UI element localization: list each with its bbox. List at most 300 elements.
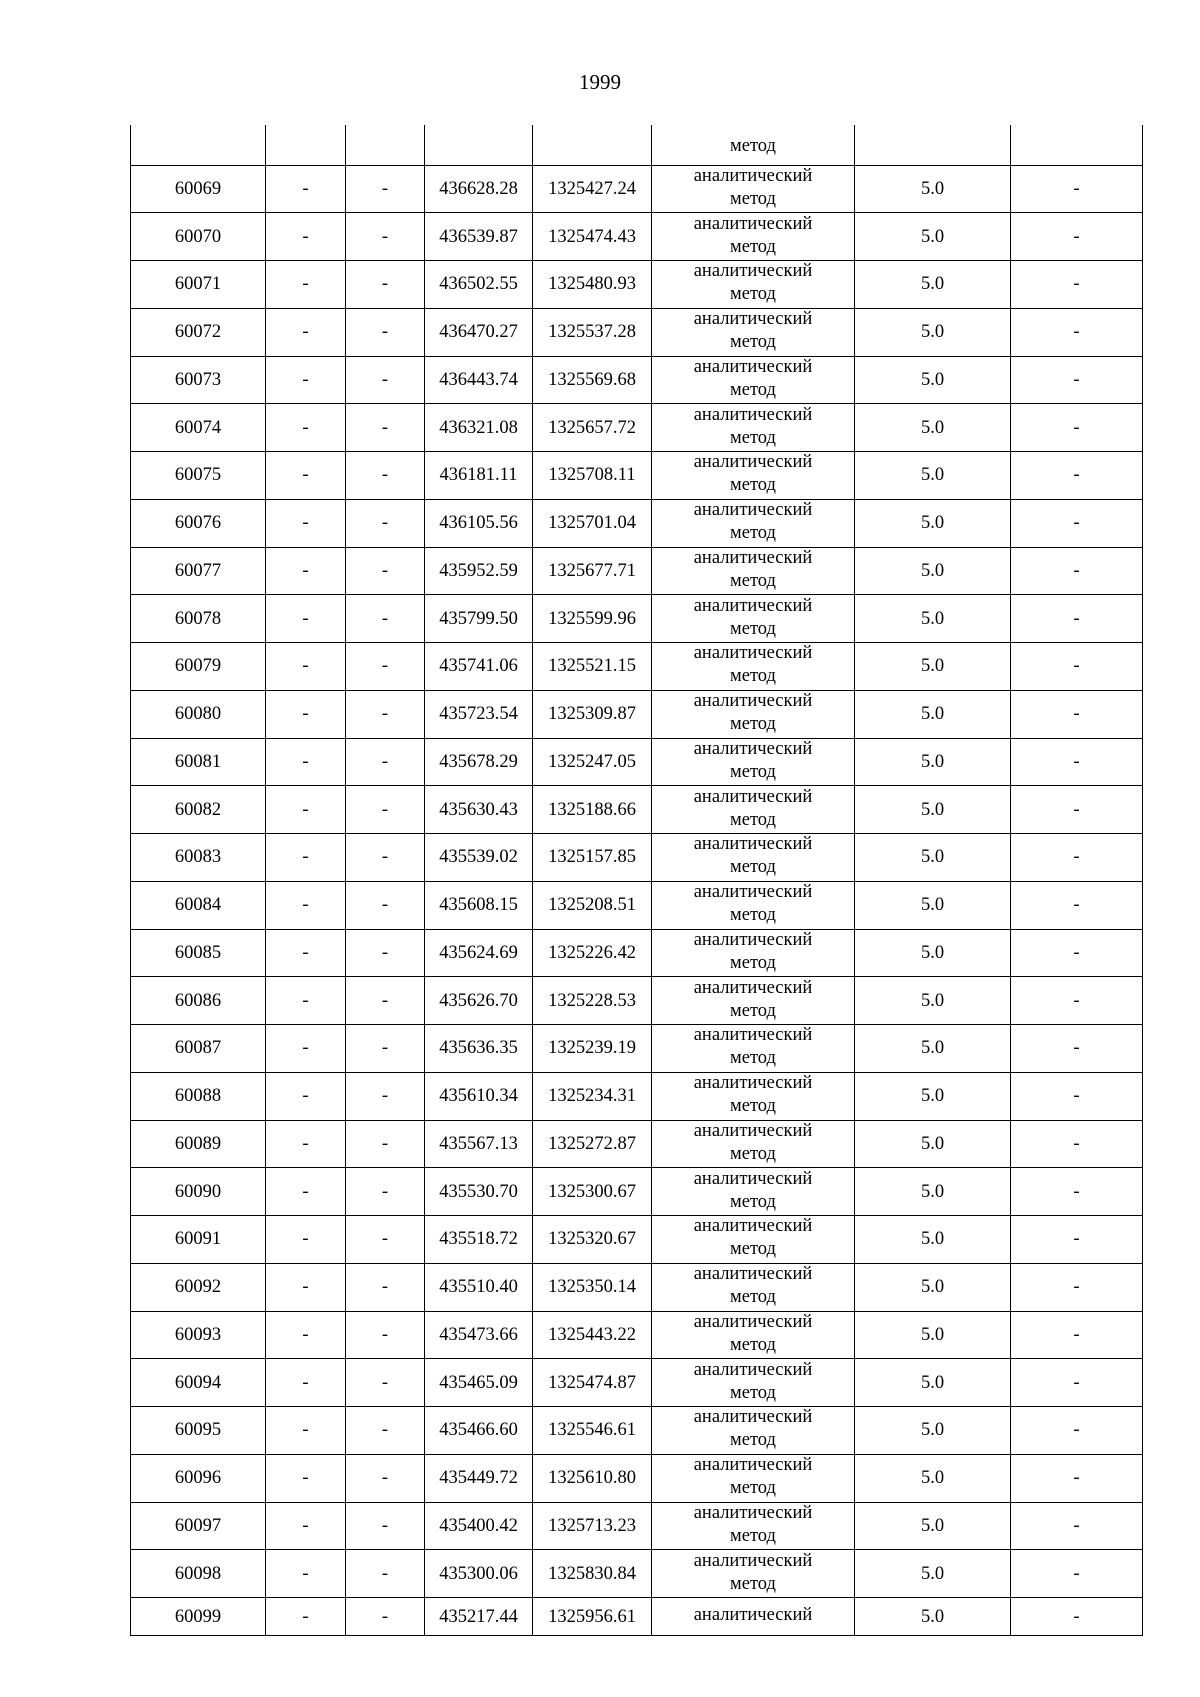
dash-cell: - bbox=[346, 1359, 425, 1407]
point-id-cell: 60073 bbox=[131, 356, 266, 404]
point-id-cell: 60095 bbox=[131, 1407, 266, 1455]
accuracy-cell: 5.0 bbox=[855, 1120, 1011, 1168]
y-coordinate-cell: 1325677.71 bbox=[533, 547, 652, 595]
accuracy-cell: 5.0 bbox=[855, 690, 1011, 738]
method-cell bbox=[652, 1120, 855, 1168]
method-cell bbox=[652, 1454, 855, 1502]
note-cell: - bbox=[1011, 1598, 1143, 1636]
x-coordinate-cell: 435608.15 bbox=[425, 881, 533, 929]
y-coordinate-cell: 1325247.05 bbox=[533, 738, 652, 786]
accuracy-cell: 5.0 bbox=[855, 1168, 1011, 1216]
method-label-line1: аналитический bbox=[693, 165, 813, 186]
x-coordinate-cell: 435300.06 bbox=[425, 1550, 533, 1598]
dash-cell: - bbox=[346, 1311, 425, 1359]
point-id-cell: 60070 bbox=[131, 213, 266, 261]
method-label-line2: метод bbox=[730, 1048, 776, 1069]
x-coordinate-cell: 435741.06 bbox=[425, 643, 533, 691]
note-cell: - bbox=[1011, 261, 1143, 309]
dash-cell: - bbox=[346, 1502, 425, 1550]
dash-cell: - bbox=[266, 404, 346, 452]
note-cell: - bbox=[1011, 1502, 1143, 1550]
note-cell: - bbox=[1011, 1120, 1143, 1168]
method-cell bbox=[652, 1168, 855, 1216]
method-label-line2: метод bbox=[730, 952, 776, 973]
method-cell bbox=[652, 1359, 855, 1407]
y-coordinate-cell: 1325546.61 bbox=[533, 1407, 652, 1455]
point-id-cell: 60071 bbox=[131, 261, 266, 309]
accuracy-cell: 5.0 bbox=[855, 499, 1011, 547]
point-id-cell: 60077 bbox=[131, 547, 266, 595]
y-coordinate-cell: 1325713.23 bbox=[533, 1502, 652, 1550]
table-row bbox=[131, 1454, 1143, 1502]
dash-cell: - bbox=[346, 1072, 425, 1120]
method-label-line1: аналитический bbox=[693, 309, 813, 330]
method-cell bbox=[652, 125, 855, 165]
x-coordinate-cell: 435567.13 bbox=[425, 1120, 533, 1168]
dash-cell: - bbox=[266, 1598, 346, 1636]
x-coordinate-cell: 435678.29 bbox=[425, 738, 533, 786]
method-label-line1: аналитический bbox=[693, 1605, 813, 1625]
method-label-line2: метод bbox=[730, 332, 776, 353]
method-label-line1: аналитический bbox=[693, 1264, 813, 1285]
dash-cell: - bbox=[266, 1216, 346, 1264]
dash-cell: - bbox=[266, 1359, 346, 1407]
dash-cell: - bbox=[346, 738, 425, 786]
table-row bbox=[131, 356, 1143, 404]
method-cell bbox=[652, 595, 855, 643]
method-label-line2: метод bbox=[730, 427, 776, 448]
note-cell: - bbox=[1011, 1407, 1143, 1455]
x-coordinate-cell: 436105.56 bbox=[425, 499, 533, 547]
dash-cell: - bbox=[346, 595, 425, 643]
y-coordinate-cell: 1325708.11 bbox=[533, 452, 652, 500]
y-coordinate-cell: 1325443.22 bbox=[533, 1311, 652, 1359]
method-label-line1: аналитический bbox=[693, 738, 813, 759]
method-label-line2: метод bbox=[730, 857, 776, 878]
y-coordinate-cell: 1325474.87 bbox=[533, 1359, 652, 1407]
method-cell bbox=[652, 308, 855, 356]
method-label-line2: метод bbox=[730, 236, 776, 257]
accuracy-cell: 5.0 bbox=[855, 1598, 1011, 1636]
note-cell: - bbox=[1011, 499, 1143, 547]
y-coordinate-cell: 1325657.72 bbox=[533, 404, 652, 452]
method-label-line2: метод bbox=[730, 188, 776, 209]
method-label-line1: аналитический bbox=[693, 1550, 813, 1571]
accuracy-cell: 5.0 bbox=[855, 1359, 1011, 1407]
dash-cell: - bbox=[266, 738, 346, 786]
x-coordinate-cell: 436502.55 bbox=[425, 261, 533, 309]
point-id-cell: 60074 bbox=[131, 404, 266, 452]
x-coordinate-cell: 435473.66 bbox=[425, 1311, 533, 1359]
table-cell bbox=[533, 125, 652, 165]
method-cell bbox=[652, 977, 855, 1025]
y-coordinate-cell: 1325569.68 bbox=[533, 356, 652, 404]
dash-cell: - bbox=[266, 499, 346, 547]
method-label-line2: метод bbox=[730, 905, 776, 926]
x-coordinate-cell: 435510.40 bbox=[425, 1263, 533, 1311]
dash-cell: - bbox=[346, 1407, 425, 1455]
dash-cell: - bbox=[346, 547, 425, 595]
y-coordinate-cell: 1325956.61 bbox=[533, 1598, 652, 1636]
dash-cell: - bbox=[266, 452, 346, 500]
accuracy-cell: 5.0 bbox=[855, 977, 1011, 1025]
x-coordinate-cell: 435799.50 bbox=[425, 595, 533, 643]
point-id-cell: 60078 bbox=[131, 595, 266, 643]
method-label-line2: метод bbox=[730, 1334, 776, 1355]
method-label-line2: метод bbox=[730, 809, 776, 830]
dash-cell: - bbox=[266, 834, 346, 882]
accuracy-cell: 5.0 bbox=[855, 1025, 1011, 1073]
accuracy-cell: 5.0 bbox=[855, 404, 1011, 452]
method-cell bbox=[652, 643, 855, 691]
dash-cell: - bbox=[266, 356, 346, 404]
y-coordinate-cell: 1325239.19 bbox=[533, 1025, 652, 1073]
y-coordinate-cell: 1325480.93 bbox=[533, 261, 652, 309]
table-row bbox=[131, 1550, 1143, 1598]
note-cell: - bbox=[1011, 356, 1143, 404]
accuracy-cell: 5.0 bbox=[855, 1072, 1011, 1120]
note-cell: - bbox=[1011, 213, 1143, 261]
dash-cell: - bbox=[266, 1025, 346, 1073]
x-coordinate-cell: 435626.70 bbox=[425, 977, 533, 1025]
method-label-line1: аналитический bbox=[693, 882, 813, 903]
table-row bbox=[131, 1263, 1143, 1311]
point-id-cell: 60083 bbox=[131, 834, 266, 882]
method-label-line1: аналитический bbox=[693, 786, 813, 807]
table-row bbox=[131, 786, 1143, 834]
method-label-line2: метод bbox=[730, 666, 776, 687]
y-coordinate-cell: 1325427.24 bbox=[533, 165, 652, 213]
dash-cell: - bbox=[266, 1311, 346, 1359]
method-label-line2: метод bbox=[730, 1430, 776, 1451]
method-label-line1: аналитический bbox=[693, 834, 813, 855]
dash-cell: - bbox=[266, 165, 346, 213]
dash-cell: - bbox=[266, 261, 346, 309]
table-row bbox=[131, 404, 1143, 452]
accuracy-cell: 5.0 bbox=[855, 1407, 1011, 1455]
method-cell bbox=[652, 834, 855, 882]
method-label-line1: аналитический bbox=[693, 1311, 813, 1332]
method-label-line1: аналитический bbox=[693, 1168, 813, 1189]
method-cell bbox=[652, 1072, 855, 1120]
dash-cell: - bbox=[346, 786, 425, 834]
continuation-row bbox=[131, 125, 1143, 165]
note-cell: - bbox=[1011, 1168, 1143, 1216]
y-coordinate-cell: 1325474.43 bbox=[533, 213, 652, 261]
point-id-cell: 60082 bbox=[131, 786, 266, 834]
method-label-line1: аналитический bbox=[693, 500, 813, 521]
x-coordinate-cell: 436539.87 bbox=[425, 213, 533, 261]
method-label-line2: метод bbox=[730, 475, 776, 496]
point-id-cell: 60075 bbox=[131, 452, 266, 500]
y-coordinate-cell: 1325228.53 bbox=[533, 977, 652, 1025]
table-row bbox=[131, 738, 1143, 786]
note-cell: - bbox=[1011, 786, 1143, 834]
page-number: 1999 bbox=[579, 70, 621, 94]
table-row bbox=[131, 261, 1143, 309]
accuracy-cell: 5.0 bbox=[855, 452, 1011, 500]
y-coordinate-cell: 1325226.42 bbox=[533, 929, 652, 977]
table-row bbox=[131, 977, 1143, 1025]
method-label-line2: метод bbox=[730, 1239, 776, 1260]
x-coordinate-cell: 435610.34 bbox=[425, 1072, 533, 1120]
dash-cell: - bbox=[346, 261, 425, 309]
accuracy-cell: 5.0 bbox=[855, 165, 1011, 213]
accuracy-cell: 5.0 bbox=[855, 643, 1011, 691]
note-cell: - bbox=[1011, 165, 1143, 213]
y-coordinate-cell: 1325234.31 bbox=[533, 1072, 652, 1120]
dash-cell: - bbox=[346, 308, 425, 356]
note-cell: - bbox=[1011, 1025, 1143, 1073]
x-coordinate-cell: 435518.72 bbox=[425, 1216, 533, 1264]
dash-cell: - bbox=[346, 690, 425, 738]
accuracy-cell: 5.0 bbox=[855, 213, 1011, 261]
table-row bbox=[131, 308, 1143, 356]
accuracy-cell: 5.0 bbox=[855, 738, 1011, 786]
y-coordinate-cell: 1325320.67 bbox=[533, 1216, 652, 1264]
x-coordinate-cell: 435630.43 bbox=[425, 786, 533, 834]
dash-cell: - bbox=[266, 547, 346, 595]
table-row bbox=[131, 1598, 1143, 1636]
method-label-line1: аналитический bbox=[693, 977, 813, 998]
dash-cell: - bbox=[346, 165, 425, 213]
accuracy-cell: 5.0 bbox=[855, 1311, 1011, 1359]
method-label-line2: метод bbox=[730, 761, 776, 782]
method-label-line1: аналитический bbox=[693, 356, 813, 377]
table-row bbox=[131, 690, 1143, 738]
point-id-cell: 60093 bbox=[131, 1311, 266, 1359]
accuracy-cell: 5.0 bbox=[855, 1216, 1011, 1264]
accuracy-cell: 5.0 bbox=[855, 786, 1011, 834]
table-row bbox=[131, 1502, 1143, 1550]
dash-cell: - bbox=[266, 929, 346, 977]
y-coordinate-cell: 1325521.15 bbox=[533, 643, 652, 691]
dash-cell: - bbox=[346, 1120, 425, 1168]
dash-cell: - bbox=[346, 834, 425, 882]
note-cell: - bbox=[1011, 834, 1143, 882]
method-cell bbox=[652, 404, 855, 452]
table-row bbox=[131, 834, 1143, 882]
dash-cell: - bbox=[266, 595, 346, 643]
method-label-line2: метод bbox=[730, 1191, 776, 1212]
method-cell bbox=[652, 1263, 855, 1311]
point-id-cell: 60076 bbox=[131, 499, 266, 547]
y-coordinate-cell: 1325157.85 bbox=[533, 834, 652, 882]
method-cell bbox=[652, 213, 855, 261]
method-label-line1: аналитический bbox=[693, 547, 813, 568]
y-coordinate-cell: 1325272.87 bbox=[533, 1120, 652, 1168]
accuracy-cell: 5.0 bbox=[855, 1550, 1011, 1598]
table-row bbox=[131, 499, 1143, 547]
method-cell bbox=[652, 547, 855, 595]
note-cell: - bbox=[1011, 1454, 1143, 1502]
y-coordinate-cell: 1325350.14 bbox=[533, 1263, 652, 1311]
table-cell bbox=[131, 125, 266, 165]
method-cell bbox=[652, 1311, 855, 1359]
point-id-cell: 60092 bbox=[131, 1263, 266, 1311]
dash-cell: - bbox=[346, 452, 425, 500]
table-row bbox=[131, 1072, 1143, 1120]
dash-cell: - bbox=[346, 1454, 425, 1502]
method-label-line1: аналитический bbox=[693, 929, 813, 950]
point-id-cell: 60091 bbox=[131, 1216, 266, 1264]
note-cell: - bbox=[1011, 1263, 1143, 1311]
method-label-line1: аналитический bbox=[693, 404, 813, 425]
method-label-line2: метод bbox=[730, 1573, 776, 1594]
point-id-cell: 60090 bbox=[131, 1168, 266, 1216]
table-row bbox=[131, 452, 1143, 500]
method-label-line1: аналитический bbox=[693, 691, 813, 712]
y-coordinate-cell: 1325309.87 bbox=[533, 690, 652, 738]
method-cell bbox=[652, 1407, 855, 1455]
note-cell: - bbox=[1011, 1216, 1143, 1264]
method-label-line2: метод bbox=[730, 379, 776, 400]
x-coordinate-cell: 435952.59 bbox=[425, 547, 533, 595]
dash-cell: - bbox=[266, 1454, 346, 1502]
x-coordinate-cell: 435539.02 bbox=[425, 834, 533, 882]
method-cell bbox=[652, 356, 855, 404]
table-cell bbox=[855, 125, 1011, 165]
table-row bbox=[131, 881, 1143, 929]
point-id-cell: 60084 bbox=[131, 881, 266, 929]
table-cell bbox=[1011, 125, 1143, 165]
accuracy-cell: 5.0 bbox=[855, 595, 1011, 643]
dash-cell: - bbox=[266, 643, 346, 691]
method-label-line1: аналитический bbox=[693, 643, 813, 664]
point-id-cell: 60079 bbox=[131, 643, 266, 691]
note-cell: - bbox=[1011, 690, 1143, 738]
accuracy-cell: 5.0 bbox=[855, 834, 1011, 882]
method-cell bbox=[652, 1502, 855, 1550]
dash-cell: - bbox=[266, 1263, 346, 1311]
method-label-line2: метод bbox=[730, 714, 776, 735]
method-label-line2: метод bbox=[730, 618, 776, 639]
method-label-line2: метод bbox=[730, 1382, 776, 1403]
dash-cell: - bbox=[266, 1072, 346, 1120]
method-label-line1: аналитический bbox=[693, 213, 813, 234]
table-row bbox=[131, 595, 1143, 643]
x-coordinate-cell: 436470.27 bbox=[425, 308, 533, 356]
note-cell: - bbox=[1011, 1311, 1143, 1359]
x-coordinate-cell: 435217.44 bbox=[425, 1598, 533, 1636]
dash-cell: - bbox=[266, 977, 346, 1025]
point-id-cell: 60099 bbox=[131, 1598, 266, 1636]
dash-cell: - bbox=[266, 1168, 346, 1216]
dash-cell: - bbox=[346, 881, 425, 929]
note-cell: - bbox=[1011, 452, 1143, 500]
y-coordinate-cell: 1325830.84 bbox=[533, 1550, 652, 1598]
accuracy-cell: 5.0 bbox=[855, 308, 1011, 356]
point-id-cell: 60086 bbox=[131, 977, 266, 1025]
point-id-cell: 60097 bbox=[131, 1502, 266, 1550]
method-cell bbox=[652, 261, 855, 309]
y-coordinate-cell: 1325208.51 bbox=[533, 881, 652, 929]
accuracy-cell: 5.0 bbox=[855, 356, 1011, 404]
dash-cell: - bbox=[346, 1550, 425, 1598]
y-coordinate-cell: 1325701.04 bbox=[533, 499, 652, 547]
method-cell bbox=[652, 881, 855, 929]
method-label-line1: аналитический bbox=[693, 1502, 813, 1523]
method-cell bbox=[652, 1550, 855, 1598]
accuracy-cell: 5.0 bbox=[855, 261, 1011, 309]
dash-cell: - bbox=[266, 1120, 346, 1168]
note-cell: - bbox=[1011, 595, 1143, 643]
x-coordinate-cell: 436181.11 bbox=[425, 452, 533, 500]
y-coordinate-cell: 1325188.66 bbox=[533, 786, 652, 834]
table-cell bbox=[346, 125, 425, 165]
dash-cell: - bbox=[346, 643, 425, 691]
method-cell bbox=[652, 786, 855, 834]
x-coordinate-cell: 435624.69 bbox=[425, 929, 533, 977]
note-cell: - bbox=[1011, 308, 1143, 356]
note-cell: - bbox=[1011, 881, 1143, 929]
method-label-line1: аналитический bbox=[693, 1216, 813, 1237]
point-id-cell: 60072 bbox=[131, 308, 266, 356]
x-coordinate-cell: 435723.54 bbox=[425, 690, 533, 738]
method-cell bbox=[652, 452, 855, 500]
method-cell bbox=[652, 690, 855, 738]
method-label-line2: метод bbox=[730, 523, 776, 544]
table-cell bbox=[266, 125, 346, 165]
point-id-cell: 60087 bbox=[131, 1025, 266, 1073]
accuracy-cell: 5.0 bbox=[855, 881, 1011, 929]
method-cell bbox=[652, 1216, 855, 1264]
method-label-line1: аналитический bbox=[693, 1120, 813, 1141]
dash-cell: - bbox=[346, 1263, 425, 1311]
dash-cell: - bbox=[266, 881, 346, 929]
dash-cell: - bbox=[266, 1407, 346, 1455]
point-id-cell: 60080 bbox=[131, 690, 266, 738]
method-label-line1: аналитический bbox=[693, 1025, 813, 1046]
dash-cell: - bbox=[266, 786, 346, 834]
method-label-line2: метод bbox=[730, 1096, 776, 1117]
method-label-line2: метод bbox=[730, 1143, 776, 1164]
method-label-line2: метод bbox=[730, 1287, 776, 1308]
dash-cell: - bbox=[266, 1502, 346, 1550]
method-label-line2: метод bbox=[730, 1478, 776, 1499]
y-coordinate-cell: 1325610.80 bbox=[533, 1454, 652, 1502]
x-coordinate-cell: 436443.74 bbox=[425, 356, 533, 404]
dash-cell: - bbox=[346, 929, 425, 977]
y-coordinate-cell: 1325537.28 bbox=[533, 308, 652, 356]
accuracy-cell: 5.0 bbox=[855, 1502, 1011, 1550]
accuracy-cell: 5.0 bbox=[855, 547, 1011, 595]
x-coordinate-cell: 435530.70 bbox=[425, 1168, 533, 1216]
accuracy-cell: 5.0 bbox=[855, 929, 1011, 977]
dash-cell: - bbox=[346, 499, 425, 547]
dash-cell: - bbox=[346, 1598, 425, 1636]
point-id-cell: 60098 bbox=[131, 1550, 266, 1598]
note-cell: - bbox=[1011, 643, 1143, 691]
method-label-line1: аналитический bbox=[693, 1073, 813, 1094]
method-label-line2: метод bbox=[730, 570, 776, 591]
dash-cell: - bbox=[266, 1550, 346, 1598]
note-cell: - bbox=[1011, 929, 1143, 977]
dash-cell: - bbox=[346, 404, 425, 452]
dash-cell: - bbox=[346, 356, 425, 404]
method-cell bbox=[652, 738, 855, 786]
dash-cell: - bbox=[346, 1025, 425, 1073]
note-cell: - bbox=[1011, 1072, 1143, 1120]
table-row bbox=[131, 1120, 1143, 1168]
note-cell: - bbox=[1011, 1550, 1143, 1598]
point-id-cell: 60069 bbox=[131, 165, 266, 213]
table-row bbox=[131, 213, 1143, 261]
table-row bbox=[131, 929, 1143, 977]
x-coordinate-cell: 436321.08 bbox=[425, 404, 533, 452]
dash-cell: - bbox=[346, 1216, 425, 1264]
table-row bbox=[131, 1216, 1143, 1264]
